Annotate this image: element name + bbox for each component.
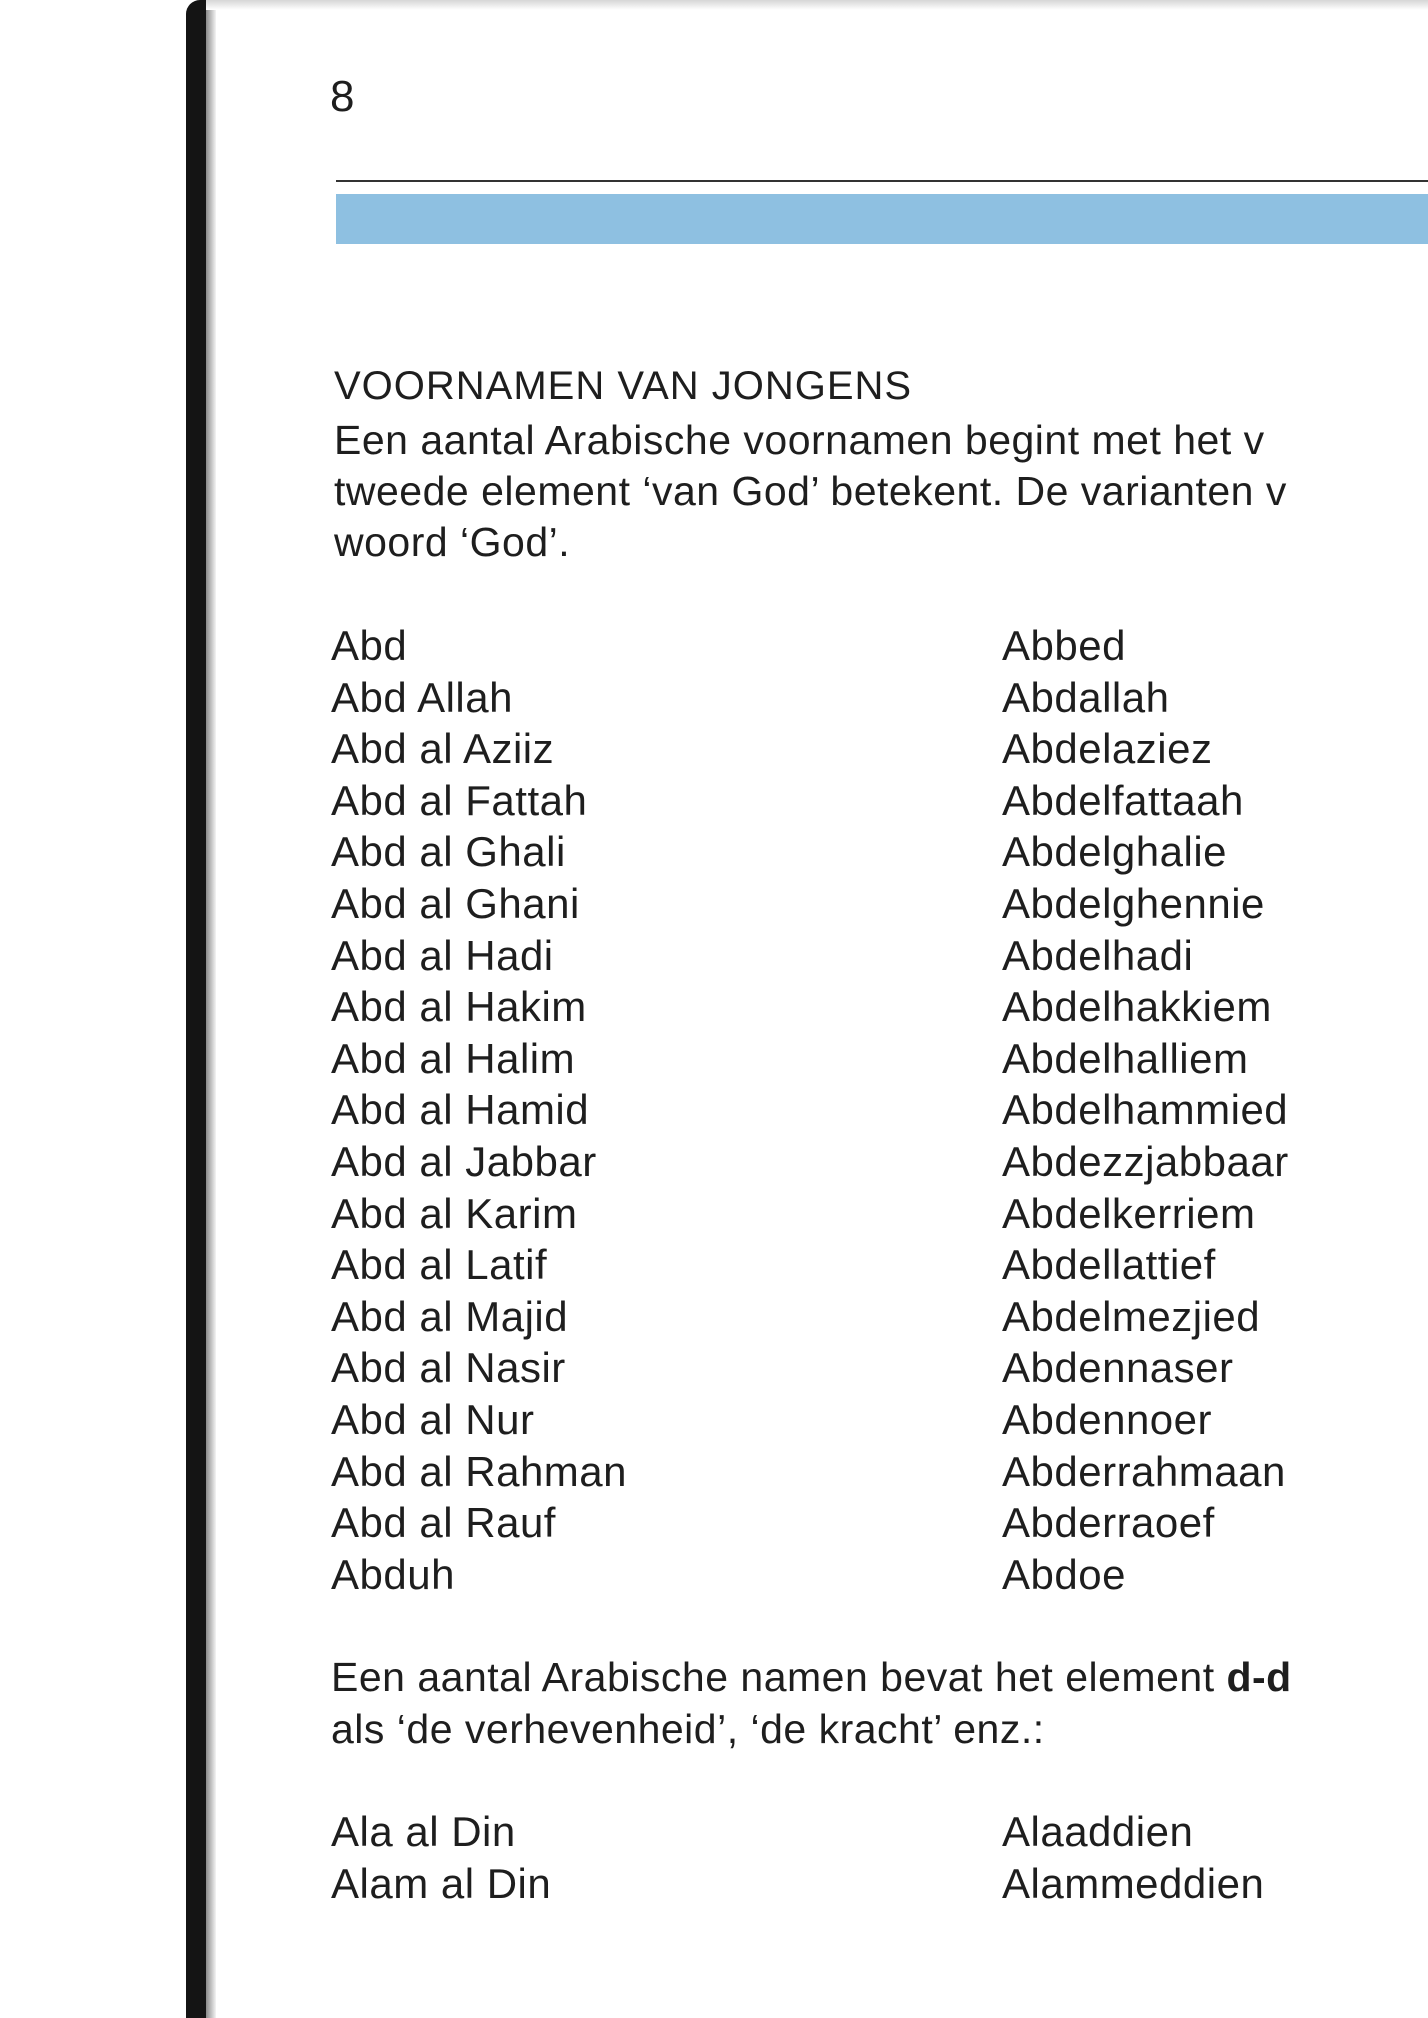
- dutch-spelling: Abdennoer: [1002, 1395, 1213, 1443]
- dutch-spelling: Alammeddien: [1002, 1860, 1265, 1907]
- arabic-name: Ala al Din: [331, 1808, 516, 1855]
- top-edge-shadow: [206, 0, 1428, 10]
- dutch-spelling: Abdelhakkiem: [1002, 983, 1272, 1031]
- dutch-spelling: Abderrahmaan: [1002, 1447, 1286, 1495]
- paragraph-text: Een aantal Arabische namen bevat het element: [331, 1654, 1227, 1700]
- arabic-name: Abd al Hakim: [331, 983, 587, 1031]
- arabic-name: Abd al Nasir: [331, 1344, 566, 1392]
- dutch-spelling: Abdellattief: [1002, 1241, 1216, 1289]
- arabic-name: Abd al Halim: [331, 1034, 576, 1082]
- arabic-name: Abd al Karim: [331, 1189, 578, 1237]
- arabic-name: Abd al Fattah: [331, 776, 588, 824]
- bold-element-text: d-d: [1226, 1654, 1292, 1700]
- intro-line: tweede element ‘van God’ betekent. De varianten v: [334, 468, 1287, 514]
- header-rule: [336, 180, 1428, 182]
- arabic-name: Abd al Majid: [331, 1292, 569, 1340]
- arabic-name: Abd al Aziiz: [331, 725, 555, 773]
- dutch-spelling: Abdelghalie: [1002, 828, 1228, 876]
- page-number: 8: [330, 72, 355, 121]
- arabic-name: Abd al Ghali: [331, 828, 566, 876]
- dutch-spelling: Alaaddien: [1002, 1808, 1194, 1855]
- arabic-names-list-2: [331, 1806, 551, 1910]
- intro-line: Een aantal Arabische voornamen begint met het v: [334, 417, 1265, 463]
- dutch-spelling: Abdelkerriem: [1002, 1189, 1256, 1237]
- arabic-name: Abduh: [331, 1550, 455, 1598]
- arabic-name: Alam al Din: [331, 1860, 552, 1907]
- dutch-spelling: Abdelhadi: [1002, 931, 1194, 979]
- dutch-spelling: Abdallah: [1002, 673, 1170, 721]
- arabic-name: Abd al Latif: [331, 1241, 548, 1289]
- header-color-band: [336, 194, 1428, 244]
- arabic-name: Abd al Jabbar: [331, 1137, 597, 1185]
- arabic-name: Abd Allah: [331, 673, 513, 721]
- dutch-spelling: Abderraoef: [1002, 1499, 1215, 1547]
- paragraph-line: als ‘de verhevenheid’, ‘de kracht’ enz.:: [331, 1706, 1045, 1752]
- intro-line: woord ‘God’.: [334, 519, 571, 565]
- dutch-spelling: Abdennaser: [1002, 1344, 1234, 1392]
- dutch-spelling: Abdelfattaah: [1002, 776, 1244, 824]
- arabic-name: Abd al Hamid: [331, 1086, 590, 1134]
- dutch-spelling: Abdoe: [1002, 1550, 1126, 1598]
- binding-shadow: [206, 0, 216, 2018]
- dutch-spelling-list-2: [1002, 1806, 1264, 1910]
- arabic-name: Abd: [331, 622, 408, 669]
- intro-paragraph: [334, 415, 1287, 568]
- arabic-name: Abd al Rahman: [331, 1447, 628, 1495]
- dutch-spelling: Abdelhammied: [1002, 1086, 1289, 1134]
- arabic-name: Abd al Ghani: [331, 879, 580, 927]
- dutch-spelling: Abdelghennie: [1002, 879, 1265, 927]
- dutch-spelling: Abbed: [1002, 622, 1126, 669]
- section-heading: VOORNAMEN VAN JONGENS: [334, 364, 913, 408]
- arabic-name: Abd al Rauf: [331, 1499, 556, 1547]
- dutch-spelling-list: [1002, 620, 1289, 1600]
- arabic-names-list: [331, 620, 627, 1600]
- dutch-spelling: Abdelmezjied: [1002, 1292, 1261, 1340]
- arabic-name: Abd al Hadi: [331, 931, 554, 979]
- dutch-spelling: Abdezzjabbaar: [1002, 1137, 1289, 1185]
- dutch-spelling: Abdelaziez: [1002, 725, 1213, 773]
- book-binding-edge: [186, 0, 206, 2018]
- page-gutter: [0, 0, 188, 2018]
- arabic-name: Abd al Nur: [331, 1395, 535, 1443]
- dutch-spelling: Abdelhalliem: [1002, 1034, 1249, 1082]
- paragraph-line: [331, 1651, 1292, 1703]
- second-paragraph: [331, 1651, 1292, 1755]
